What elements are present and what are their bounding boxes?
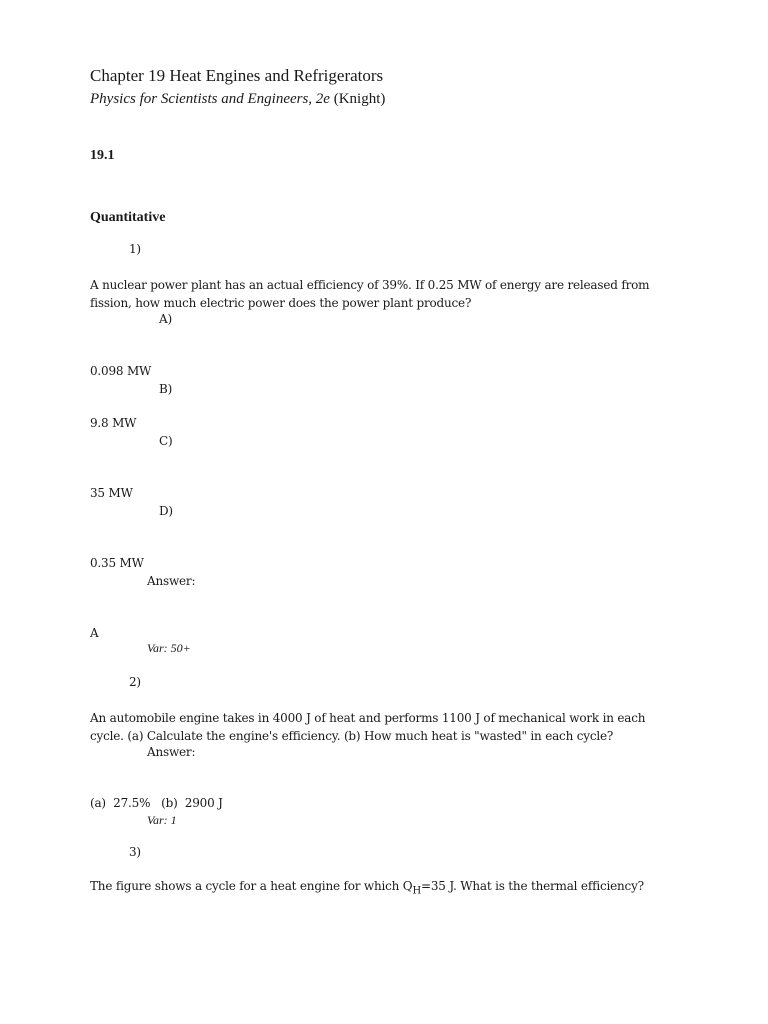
question-1-number: 1): [129, 242, 141, 256]
answer-2: (a) 27.5% (b) 2900 J: [90, 796, 223, 810]
section-heading: Quantitative: [90, 210, 166, 225]
choice-c-value: 35 MW: [90, 486, 133, 500]
choice-c-label: C): [159, 434, 173, 448]
answer-label-1: Answer:: [147, 574, 196, 588]
choice-d-label: D): [159, 504, 173, 518]
var-note-2: Var: 1: [147, 813, 177, 827]
question-1-text: A nuclear power plant has an actual efficiency of 39%. If 0.25 MW of energy are released from fission, how much electric power does the power plant produce?: [90, 278, 650, 310]
question-3-text-before: The figure shows a cycle for a heat engine for which Q: [90, 879, 413, 893]
answer-1: A: [90, 626, 99, 640]
question-2-number: 2): [129, 675, 141, 689]
book-title: Physics for Scientists and Engineers, 2e: [90, 91, 330, 107]
choice-b-value: 9.8 MW: [90, 416, 137, 430]
question-3-number: 3): [129, 845, 141, 859]
question-3-subscript: H: [412, 885, 421, 897]
question-3-text: [90, 879, 644, 896]
choice-b-label: B): [159, 382, 173, 396]
question-2-text: An automobile engine takes in 4000 J of heat and performs 1100 J of mechanical work in each cycle. (a) Calculate the engine's efficiency. (b) How much heat is "wasted" in each cycle?: [90, 711, 646, 743]
choice-a-value: 0.098 MW: [90, 364, 152, 378]
choice-a-label: A): [159, 312, 172, 326]
question-3-text-after: =35 J. What is the thermal efficiency?: [420, 879, 644, 893]
book-author: (Knight): [333, 91, 386, 107]
choice-d-value: 0.35 MW: [90, 556, 144, 570]
var-note-1: Var: 50+: [147, 641, 191, 655]
book-subtitle: [90, 91, 385, 108]
section-number: 19.1: [90, 148, 115, 163]
chapter-title: Chapter 19 Heat Engines and Refrigerators: [90, 66, 384, 85]
answer-label-2: Answer:: [147, 745, 196, 759]
